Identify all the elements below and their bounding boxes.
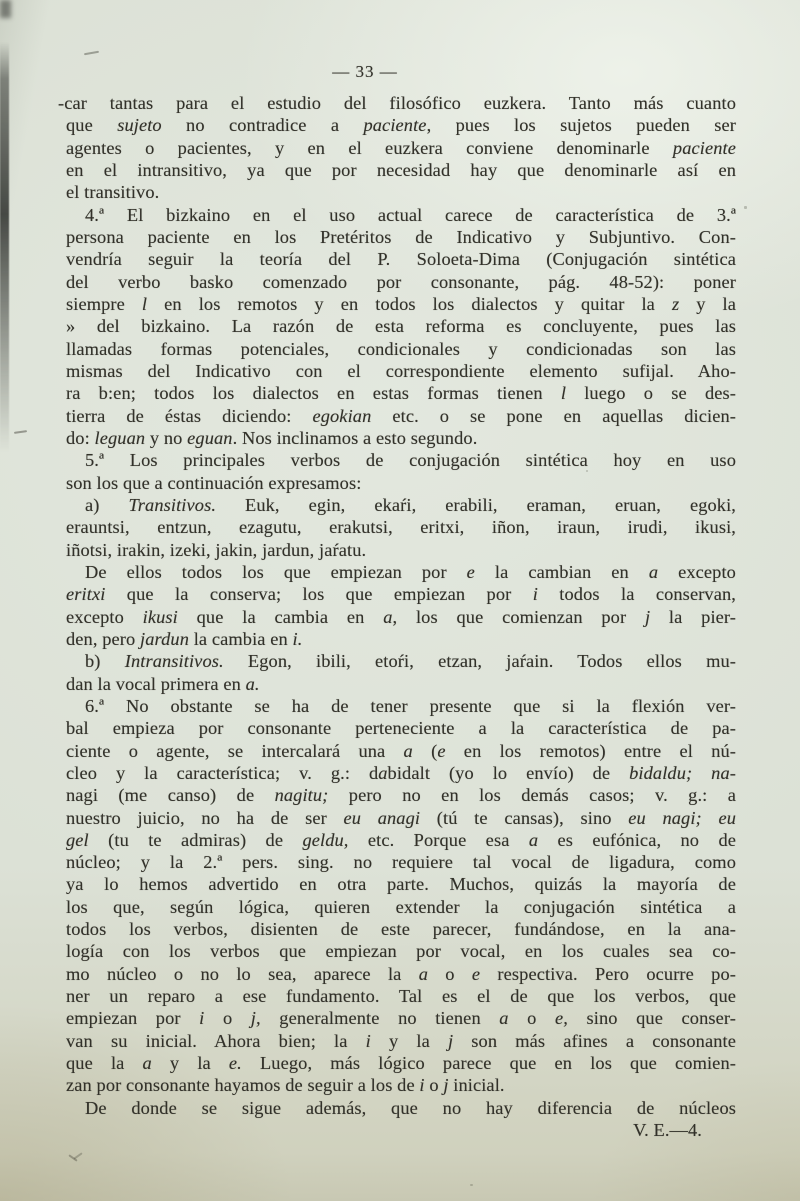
text-line: 4.ª El bizkaino en el uso actual carece de característica de 3.ª xyxy=(85,204,736,225)
stray-mark xyxy=(470,1184,473,1186)
text-line: ya lo hemos advertido en otra parte. Muchos, quizás la mayoría de xyxy=(66,874,736,895)
text-line: llamadas formas potenciales, condicionales y condicionadas son las xyxy=(66,338,736,359)
stray-mark xyxy=(84,51,99,56)
text-line: De ellos todos los que empiezan por e la cambian en a excepto xyxy=(85,561,736,582)
text-line: 6.ª No obstante se ha de tener presente que si la flexión ver- xyxy=(85,695,736,716)
text-line: mo núcleo o no lo sea, aparece la a o e respectiva. Pero ocurre po- xyxy=(66,963,736,984)
text-line: 5.ª Los principales verbos de conjugación sintética hoy en uso xyxy=(85,450,736,471)
text-line: tierra de éstas diciendo: egokian etc. o se pone en aquellas dicien- xyxy=(66,405,736,426)
text-line: gel (tu te admiras) de geldu, etc. Porque esa a es eufónica, no de xyxy=(66,829,736,850)
printer-signature: V. E.—4. xyxy=(633,1120,702,1141)
text-line: iñotsi, irakin, izeki, jakin, jardun, jaŕatu. xyxy=(66,539,367,560)
text-line: zan por consonante hayamos de seguir a los de i o j inicial. xyxy=(66,1075,505,1096)
page-body-text xyxy=(58,92,737,1141)
text-line: excepto ikusi que la cambia en a, los que comienzan por j la pier- xyxy=(66,606,736,627)
text-line: -car tantas para el estudio del filosófico euzkera. Tanto más cuanto xyxy=(58,93,736,113)
text-line: nagi (me canso) de nagitu; pero no en los demás casos; v. g.: a xyxy=(66,785,736,806)
page-corner-shadow xyxy=(0,0,11,18)
text-line: el transitivo. xyxy=(66,182,160,203)
text-line: ciente o agente, se intercalará una a (e en los remotos) entre el nú- xyxy=(66,740,737,761)
text-line: del verbo basko comenzado por consonante, pág. 48-52): poner xyxy=(66,271,736,292)
text-line: persona paciente en los Pretéritos de Indicativo y Subjuntivo. Con- xyxy=(66,226,736,247)
stray-mark xyxy=(14,430,27,434)
text-line: ra b:en; todos los dialectos en estas formas tienen l luego o se des- xyxy=(66,383,736,404)
text-line: nuestro juicio, no ha de ser eu anagi (tú te cansas), sino eu nagi; eu xyxy=(66,807,737,828)
gutter-shadow xyxy=(0,42,9,452)
text-line: eritxi que la conserva; los que empiezan por i todos la conservan, xyxy=(66,584,736,605)
text-line: cleo y la característica; v. g.: dabidalt (yo lo envío) de bidaldu; na- xyxy=(66,762,736,783)
text-line: que sujeto no contradice a paciente, pues los sujetos pueden ser xyxy=(66,115,736,136)
text-line: logía con los verbos que empiezan por vocal, en los cuales sea co- xyxy=(66,941,736,962)
stray-mark xyxy=(586,470,588,472)
text-line: dan la vocal primera en a. xyxy=(66,673,260,694)
text-line: los que, según lógica, quieren extender la conjugación sintética a xyxy=(66,896,736,917)
text-line: van su inicial. Ahora bien; la i y la j son más afines a consonante xyxy=(66,1030,737,1051)
text-line: núcleo; y la 2.ª pers. sing. no requiere tal vocal de ligadura, como xyxy=(66,852,736,873)
text-line: a) Transitivos. Euk, egin, ekaŕi, erabili, eraman, eruan, egoki, xyxy=(85,494,737,515)
page-number: — 33 — xyxy=(332,62,398,81)
text-line: erauntsi, entzun, ezagutu, erakutsi, eritxi, iñon, iraun, irudi, ikusi, xyxy=(66,517,736,538)
text-line: son los que a continuación expresamos: xyxy=(66,472,362,493)
text-line: do: leguan y no eguan. Nos inclinamos a esto segundo. xyxy=(66,427,478,448)
text-line: en el intransitivo, ya que por necesidad hay que denominarle así en xyxy=(66,159,736,180)
text-line: agentes o pacientes, y en el euzkera conviene denominarle paciente xyxy=(66,137,736,158)
text-line: todos los verbos, disienten de este parecer, fundándose, en la ana- xyxy=(66,919,736,940)
text-line: » del bizkaino. La razón de esta reforma es concluyente, pues las xyxy=(66,316,736,337)
text-line: que la a y la e. Luego, más lógico parece que en los que comien- xyxy=(66,1053,736,1074)
body-text-lines xyxy=(58,92,737,1119)
stray-mark xyxy=(744,206,747,209)
text-line: siempre l en los remotos y en todos los dialectos y quitar la z y la xyxy=(66,293,736,314)
text-line: den, pero jardun la cambia en i. xyxy=(66,628,303,649)
stray-mark xyxy=(73,1152,82,1159)
text-line: empiezan por i o j, generalmente no tienen a o e, sino que conser- xyxy=(66,1008,736,1029)
text-line: b) Intransitivos. Egon, ibili, etoŕi, etzan, jaŕain. Todos ellos mu- xyxy=(85,651,737,672)
text-line: De donde se sigue además, que no hay diferencia de núcleos xyxy=(85,1097,736,1118)
text-line: mismas del Indicativo con el correspondiente elemento sufijal. Aho- xyxy=(66,360,736,381)
text-line: ner un reparo a ese fundamento. Tal es el de que los verbos, que xyxy=(66,986,736,1007)
stray-mark xyxy=(700,860,703,862)
text-line: vendría seguir la teoría del P. Soloeta-Dima (Conjugación sintética xyxy=(66,249,736,270)
text-line: bal empieza por consonante perteneciente a la característica de pa- xyxy=(66,718,736,739)
